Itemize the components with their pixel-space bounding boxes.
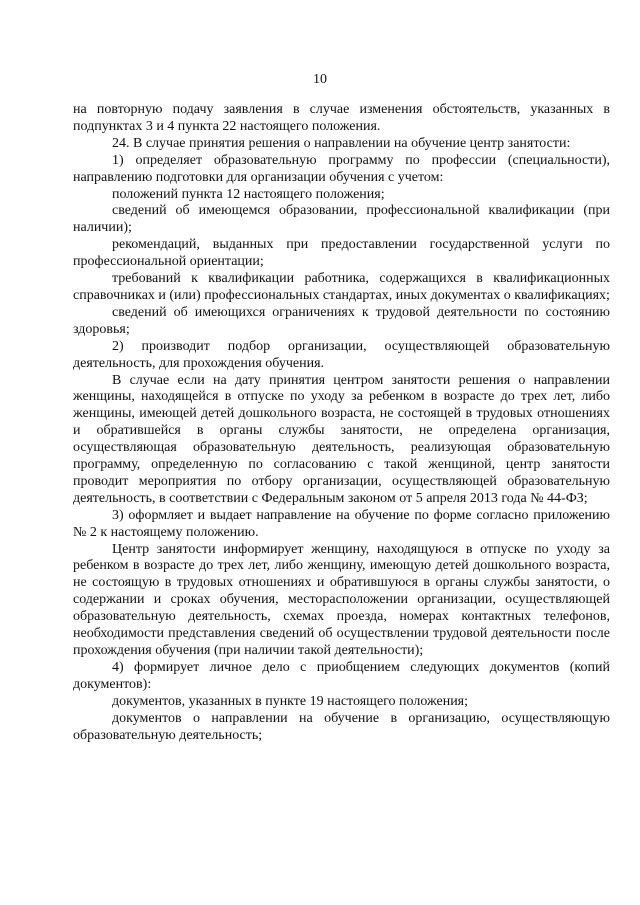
paragraph: В случае если на дату принятия центром занятости решения о направлении женщины, находящейся в отпуске по уходу за ребенком в возрасте до трех лет, либо женщины, имеющей детей дошкольного возраста, не состоящей в трудовых отношениях и обратившейся в органы службы занятости, не определена организация, осуществляющая образовательную деятельность, реализующая образовательную программу, определенную по согласованию с такой женщиной, центр занятости проводит мероприятия по отбору организации, осуществляющей образовательную деятельность, в соответствии с Федеральным законом от 5 апреля 2013 года № 44-ФЗ;	[73, 372, 610, 506]
paragraph: документов, указанных в пункте 19 настоящего положения;	[112, 693, 469, 709]
paragraph: 3) оформляет и выдает направление на обучение по форме согласно приложению № 2 к настоящему положению.	[73, 507, 610, 540]
paragraph: требований к квалификации работника, содержащихся в квалификационных справочниках и (или) профессиональных стандартах, иных документах о квалификациях;	[73, 271, 610, 303]
document-body	[73, 102, 610, 744]
paragraph: положений пункта 12 настоящего положения;	[112, 186, 385, 202]
paragraph: документов о направлении на обучение в организацию, осуществляющую образовательную деятельность;	[73, 710, 610, 743]
paragraph: на повторную подачу заявления в случае изменения обстоятельств, указанных в подпунктах 3 и 4 пункта 22 настоящего положения.	[73, 102, 610, 134]
paragraph: рекомендаций, выданных при предоставлении государственной услуги по профессиональной ориентации;	[73, 237, 610, 270]
paragraph: 2) производит подбор организации, осуществляющей образовательную деятельность, для прохождения обучения.	[73, 338, 610, 371]
paragraph: 24. В случае принятия решения о направлении на обучение центр занятости:	[112, 135, 571, 151]
page-number: 10	[313, 72, 327, 87]
paragraph: 4) формирует личное дело с приобщением следующих документов (копий документов):	[73, 659, 610, 692]
paragraph: сведений об имеющихся ограничениях к трудовой деятельности по состоянию здоровья;	[73, 304, 610, 337]
paragraph: Центр занятости информирует женщину, находящуюся в отпуске по уходу за ребенком в возрасте до трех лет, либо женщину, имеющую детей дошкольного возраста, не состоящую в трудовых отношениях и обратившуюся в органы службы занятости, о содержании и сроках обучения, месторасположении организации, осуществляющей образовательную деятельность, схемах проезда, номерах контактных телефонов, необходимости представления сведений об осуществлении трудовой деятельности после прохождения обучения (при наличии такой деятельности);	[73, 541, 610, 658]
paragraph: сведений об имеющемся образовании, профессиональной квалификации (при наличии);	[73, 203, 610, 236]
paragraph: 1) определяет образовательную программу по профессии (специальности), направлению подготовки для организации обучения с учетом:	[73, 152, 610, 185]
